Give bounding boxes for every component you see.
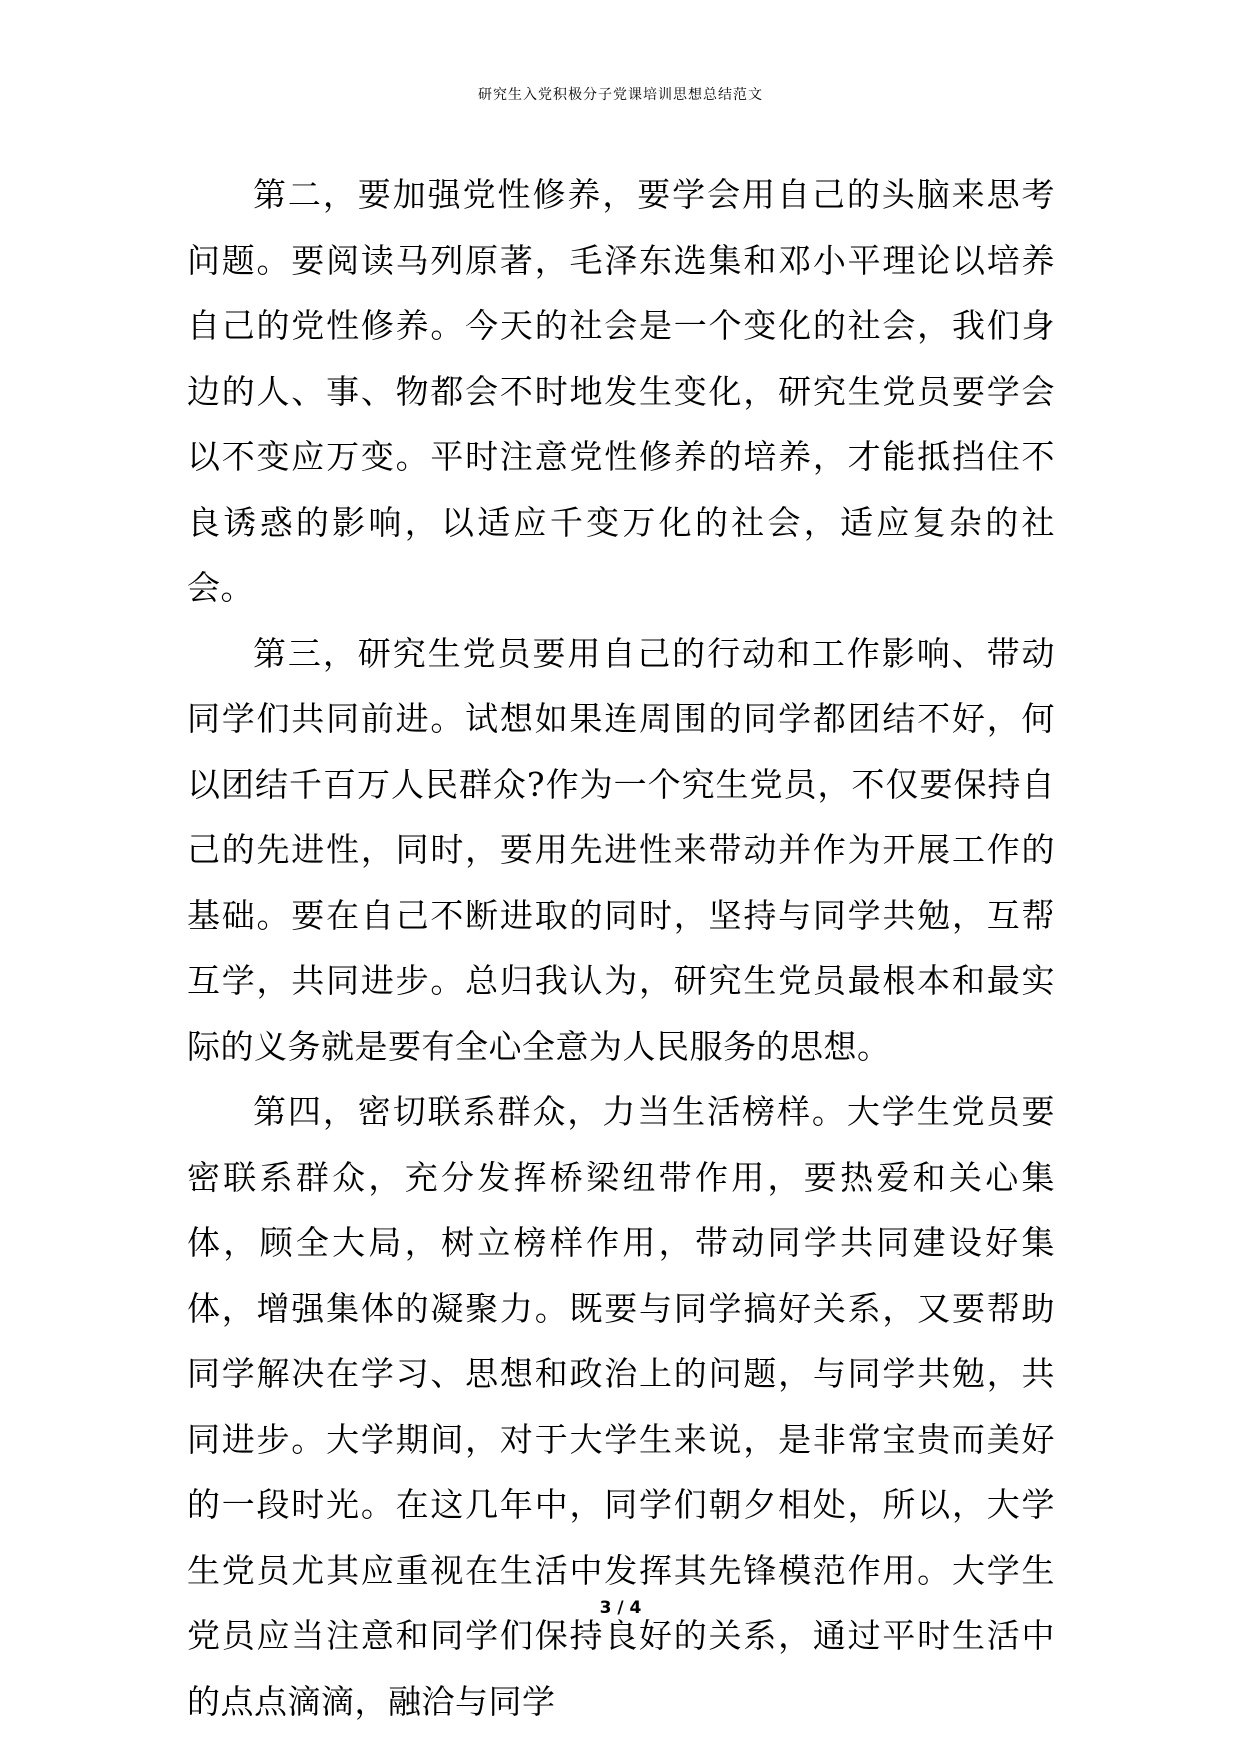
paragraph-2: 第二，要加强党性修养，要学会用自己的头脑来思考问题。要阅读马列原著，毛泽东选集和邓小平理论以培养自己的党性修养。今天的社会是一个变化的社会，我们身边的人、事、物都会不时地发生变化，研究生党员要学会以不变应万变。平时注意党性修养的培养，才能抵挡住不良诱惑的影响，以适应千变万化的社会，适应复杂的社会。 xyxy=(187,175,1055,607)
paragraph-4: 第四，密切联系群众，力当生活榜样。大学生党员要密联系群众，充分发挥桥梁纽带作用，要热爱和关心集体，顾全大局，树立榜样作用，带动同学共同建设好集体，增强集体的凝聚力。既要与同学搞好关系，又要帮助同学解决在学习、思想和政治上的问题，与同学共勉，共同进步。大学期间，对于大学生来说，是非常宝贵而美好的一段时光。在这几年中，同学们朝夕相处，所以，大学生党员尤其应重视在生活中发挥其先锋模范作用。大学生党员应当注意和同学们保持良好的关系，通过平时生活中的点点滴滴，融洽与同学 xyxy=(187,1092,1055,1721)
document-body xyxy=(187,162,1055,1734)
page-number: 3 / 4 xyxy=(599,1598,642,1618)
page-header-title: 研究生入党积极分子党课培训思想总结范文 xyxy=(478,87,763,103)
paragraph-3: 第三，研究生党员要用自己的行动和工作影响、带动同学们共同前进。试想如果连周围的同学都团结不好，何以团结千百万人民群众?作为一个究生党员，不仅要保持自己的先进性，同时，要用先进性来带动并作为开展工作的基础。要在自己不断进取的同时，坚持与同学共勉，互帮互学，共同进步。总归我认为，研究生党员最根本和最实际的义务就是要有全心全意为人民服务的思想。 xyxy=(187,633,1055,1066)
